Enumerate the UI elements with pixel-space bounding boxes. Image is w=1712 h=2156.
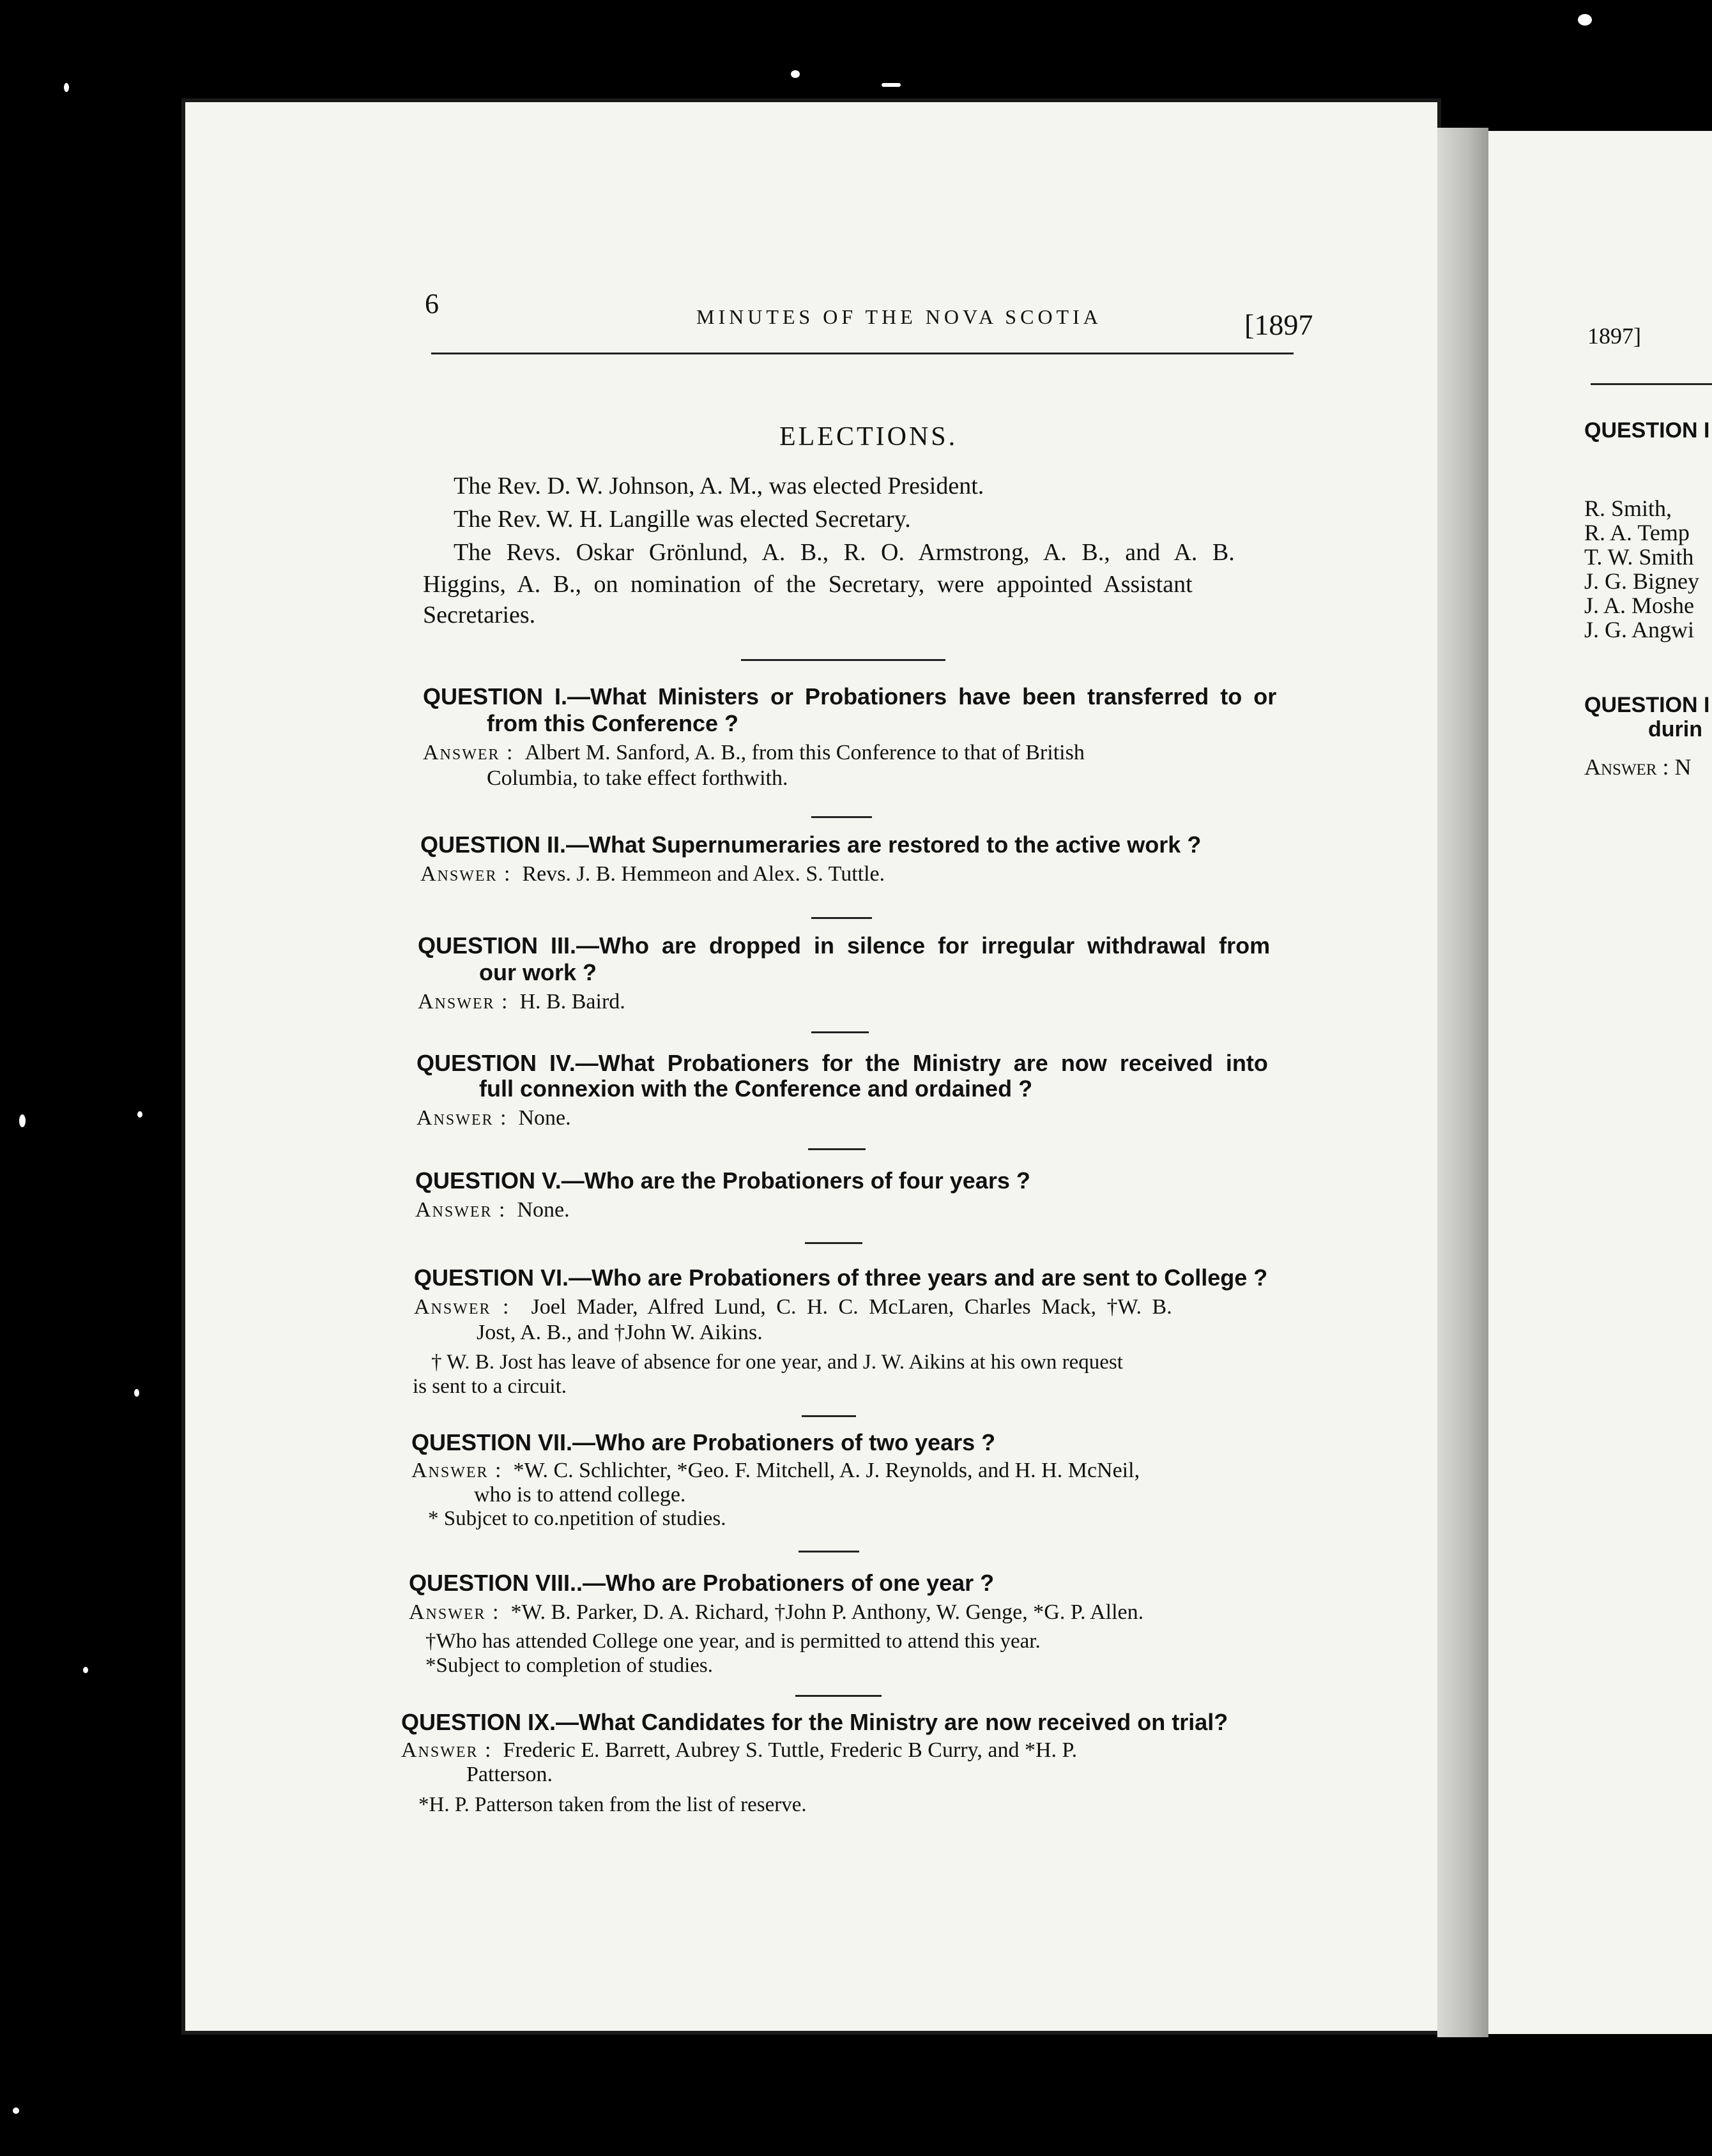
answer-text: *W. B. Parker, D. A. Richard, †John P. Anthony, W. Genge, *G. P. Allen. [510,1600,1144,1624]
question-heading: QUESTION IV.—What Probationers for the Ministry are now received into [417,1050,1268,1076]
page-number: 6 [425,288,439,319]
answer-text: Albert M. Sanford, A. B., from this Conference to that of British [524,741,1085,764]
answer-text: Revs. J. B. Hemmeon and Alex. S. Tuttle. [522,862,885,886]
footnote: is sent to a circuit. [413,1375,567,1398]
year-mark: 1897] [1587,323,1641,349]
film-speck [1578,14,1592,26]
divider [811,816,872,818]
header-rule [1591,383,1712,385]
answer-line [423,741,1085,765]
footnote: *H. P. Patterson taken from the list of reserve. [418,1793,807,1816]
answer-text: Frederic E. Barrett, Aubrey S. Tuttle, Frederic B Curry, and *H. P. [503,1738,1078,1762]
running-head: MINUTES OF THE NOVA SCOTIA [696,305,1102,328]
answer-line [409,1600,1143,1625]
divider [799,1551,859,1552]
election-line: The Rev. D. W. Johnson, A. M., was elected President. [454,473,984,499]
answer-line [417,1106,571,1130]
film-speck [882,83,901,87]
answer-line [411,1459,1140,1483]
election-line: The Rev. W. H. Langille was elected Secretary. [454,506,911,533]
question-heading: full connexion with the Conference and ordained ? [479,1075,1033,1102]
answer-line: Answer : N [1584,754,1692,780]
answer-label: Answer : [411,1459,503,1482]
answer-text: who is to attend college. [474,1483,686,1507]
answer-label: Answer : [423,741,514,764]
name-line: J. A. Moshe [1584,593,1695,618]
header-rule [431,353,1294,354]
election-line: Higgins, A. B., on nomination of the Secretary, were appointed Assistant [423,571,1193,598]
year-mark: [1897 [1244,308,1313,341]
answer-text: Joel Mader, Alfred Lund, C. H. C. McLaren, Charles Mack, †W. B. [531,1295,1172,1319]
divider [808,1148,866,1150]
answer-label: Answer : [414,1295,510,1319]
answer-line [418,990,625,1014]
film-speck [19,1114,26,1127]
name-line: J. G. Angwi [1584,617,1695,642]
election-line: The Revs. Oskar Grönlund, A. B., R. O. Armstrong, A. B., and A. B. [454,539,1235,566]
answer-label: Answer : [420,862,512,886]
footnote: * Subjcet to co.npetition of studies. [428,1507,726,1530]
film-speck [64,83,69,92]
answer-text: Jost, A. B., and †John W. Aikins. [477,1321,763,1344]
footnote: † W. B. Jost has leave of absence for one year, and J. W. Aikins at his own request [431,1351,1123,1374]
film-speck [83,1667,88,1673]
question-heading: QUESTION V.—Who are the Probationers of four years ? [415,1167,1030,1194]
film-speck [137,1111,142,1118]
right-page-fragment [1488,131,1712,2034]
section-title: ELECTIONS. [779,422,958,452]
answer-line [415,1198,570,1222]
footnote: *Subject to completion of studies. [425,1654,714,1677]
divider [802,1415,856,1417]
answer-label: Answer : [418,990,509,1013]
question-heading: our work ? [479,959,597,985]
answer-text: Patterson. [466,1763,553,1786]
book-gutter [1437,128,1488,2037]
question-heading: QUESTION I [1584,693,1710,717]
question-heading: QUESTION II.—What Supernumeraries are restored to the active work ? [420,831,1202,858]
answer-text: Columbia, to take effect forthwith. [487,766,788,790]
divider [741,659,945,661]
answer-label: Answer : [415,1198,507,1222]
divider [811,1031,869,1033]
footnote: †Who has attended College one year, and is permitted to attend this year. [425,1630,1041,1653]
film-speck [134,1389,139,1397]
answer-line [401,1738,1077,1763]
name-line: R. A. Temp [1584,520,1690,545]
answer-text: H. B. Baird. [519,990,625,1013]
divider [795,1695,882,1697]
question-heading: QUESTION IX.—What Candidates for the Ministry are now received on trial? [401,1709,1228,1735]
name-line: R. Smith, [1584,496,1672,521]
divider [805,1242,862,1244]
answer-text: None. [518,1106,571,1130]
divider [811,917,872,919]
answer-line [414,1295,1172,1319]
question-heading: QUESTION I [1584,418,1710,443]
question-heading: durin [1648,717,1702,741]
question-heading: from this Conference ? [487,710,739,736]
name-line: T. W. Smith [1584,544,1694,570]
answer-label: Answer : [401,1738,493,1762]
left-page [185,102,1437,2031]
question-heading: QUESTION VII.—Who are Probationers of two years ? [411,1429,996,1455]
film-speck [791,70,800,78]
question-heading: QUESTION VIII..—Who are Probationers of one year ? [409,1570,995,1596]
question-heading: QUESTION III.—Who are dropped in silence for irregular withdrawal from [418,932,1271,959]
election-line: Secretaries. [423,602,536,628]
film-speck [13,2107,19,2114]
question-heading: QUESTION VI.—Who are Probationers of three years and are sent to College ? [414,1264,1268,1291]
answer-text: *W. C. Schlichter, *Geo. F. Mitchell, A. J. Reynolds, and H. H. McNeil, [513,1459,1140,1482]
question-heading: QUESTION I.—What Ministers or Probationers have been transferred to or [423,683,1277,710]
answer-label: Answer : [409,1600,500,1624]
name-line: J. G. Bigney [1584,568,1699,594]
answer-text: None. [517,1198,570,1222]
answer-label: Answer : [417,1106,508,1130]
answer-line [420,862,885,886]
